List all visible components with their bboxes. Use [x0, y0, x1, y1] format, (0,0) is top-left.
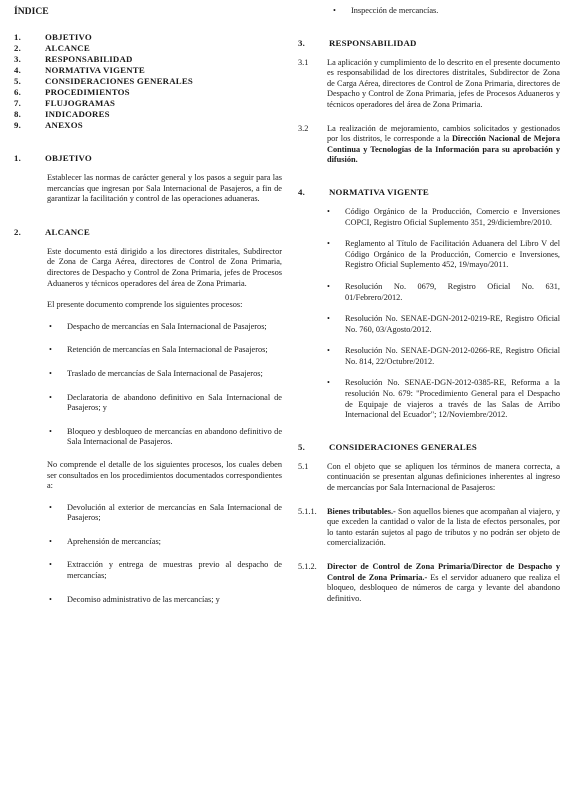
bullet-icon: •	[49, 392, 52, 402]
list-item: • Extracción y entrega de muestras previo al despacho de mercancías;	[49, 560, 282, 581]
alcance-paragraph: Este documento está dirigido a los directores distritales, Subdirector de Zona de Carga Aérea, directores de Control de Zona Primaria, directores de Despacho y Control de Zona Primaria, jefes de Procesos Aduaneros y técnicos operadores del área de Zona Primaria.	[47, 246, 282, 288]
bullet-icon: •	[49, 560, 52, 570]
list-item: • Declaratoria de abandono definitivo en Sala Internacional de Pasajeros; y	[49, 392, 282, 413]
index-item: 3. RESPONSABILIDAD	[14, 54, 133, 64]
process-list	[47, 322, 282, 448]
index-list	[14, 32, 282, 131]
alcance-paragraph: El presente documento comprende los siguientes procesos:	[47, 300, 243, 310]
bullet-icon: •	[327, 239, 330, 249]
consideration-item: 5.1.1. Bienes tributables.- Son aquellos bienes que acompañan al viajero, y que exceden la cantidad o valor de la lista de efectos personales, por lo tanto estarán sujetos al pago de tributos y no podrán ser objeto de comercialización.	[298, 506, 560, 548]
index-item: 2. ALCANCE	[14, 43, 90, 53]
index-item: 9. ANEXOS	[14, 120, 83, 130]
bullet-icon: •	[327, 206, 330, 216]
list-item: • Aprehensión de mercancías;	[49, 536, 161, 546]
right-column	[298, 6, 560, 604]
list-item: • Código Orgánico de la Producción, Comercio e Inversiones COPCI, Registro Oficial Suplemento 351, 29/diciembre/2010.	[327, 206, 560, 227]
responsibility-item: 3.1 La aplicación y cumplimiento de lo descrito en el presente documento es responsabilidad de los directores distritales, Subdirector de Zona de Carga Aérea, directores de Control de Zona Primaria, directores de Despacho y Control de Zona Primaria, jefes de Procesos Aduaneros y técnicos operadores del área de Zona Primaria.	[298, 57, 560, 109]
list-item: • Resolución No. SENAE-DGN-2012-0266-RE, Registro Oficial No. 814, 22/Octubre/2012.	[327, 346, 560, 366]
index-item: 6. PROCEDIMIENTOS	[14, 87, 130, 97]
excluded-process-list	[47, 503, 282, 606]
bullet-icon: •	[49, 426, 52, 436]
consideration-item: 5.1.2. Director de Control de Zona Primaria/Director de Despacho y Control de Zona Primaria.- Es el servidor aduanero que realiza el bloqueo, desbloqueo de números de carga y levante del abandono definitivo.	[298, 562, 560, 603]
section-heading-objetivo: 1. OBJETIVO	[14, 153, 92, 163]
bullet-icon: •	[49, 345, 52, 355]
section-heading-consideraciones: 5. CONSIDERACIONES GENERALES	[298, 441, 477, 452]
list-item: • Decomiso administrativo de las mercancías; y	[49, 594, 220, 604]
responsibility-item: 3.2 La realización de mejoramiento, cambios solicitados y gestionados por los distritos, le corresponde a la Dirección Nacional de Mejora Continua y Tecnologías de la Información para su aprobación y difusión.	[298, 123, 560, 165]
bullet-icon: •	[327, 346, 330, 356]
left-column	[14, 6, 282, 605]
list-item: • Bloqueo y desbloqueo de mercancías en abandono definitivo de Sala Internacional de Pasajeros.	[49, 426, 282, 447]
objetivo-paragraph: Establecer las normas de carácter general y los pasos a seguir para las mercancías que ingresan por Sala Internacional de Pasajeros, a fin de garantizar la facilitación y control de las operaciones aduaneras.	[47, 173, 282, 204]
consideration-item: 5.1 Con el objeto que se apliquen los términos de manera correcta, a continuación se presentan algunas definiciones inherentes al ingreso de mercancías por Sala Internacional de Pasajeros:	[298, 461, 560, 493]
bullet-icon: •	[49, 321, 52, 331]
list-item: • Resolución No. 0679, Registro Oficial No. 631, 01/Febrero/2012.	[327, 281, 560, 302]
section-heading-responsabilidad: 3. RESPONSABILIDAD	[298, 37, 417, 48]
index-item: 5. CONSIDERACIONES GENERALES	[14, 76, 193, 86]
list-item: • Devolución al exterior de mercancías en Sala Internacional de Pasajeros;	[49, 502, 282, 523]
index-title: ÍNDICE	[14, 6, 49, 17]
section-heading-normativa: 4. NORMATIVA VIGENTE	[298, 186, 429, 197]
list-item: • Retención de mercancías en Sala Internacional de Pasajeros;	[49, 345, 268, 355]
bullet-icon: •	[49, 502, 52, 512]
list-item: • Traslado de mercancías de Sala Internacional de Pasajeros;	[49, 368, 263, 378]
alcance-paragraph: No comprende el detalle de los siguientes procesos, los cuales deben ser consultados en los procedimientos documentados correspondientes a:	[47, 459, 282, 491]
list-item: • Reglamento al Título de Facilitación Aduanera del Libro V del Código Orgánico de la Producción, Comercio e Inversiones, Registro Oficial Suplemento 452, 19/mayo/2011.	[327, 239, 560, 270]
list-item: • Resolución No. SENAE-DGN-2012-0385-RE, Reforma a la resolución No. 679: "Procedimiento General para el Despacho de Equipaje de viajeros a través de las Salas de Arribo Internacional del Ecuador"; 12/Noviembre/2012.	[327, 378, 560, 420]
bullet-icon: •	[327, 281, 330, 291]
bullet-icon: •	[333, 6, 336, 15]
bullet-icon: •	[327, 314, 330, 324]
index-item: 7. FLUJOGRAMAS	[14, 98, 116, 108]
bullet-icon: •	[327, 378, 330, 388]
regulations-list	[325, 207, 560, 421]
index-item: 4. NORMATIVA VIGENTE	[14, 65, 145, 75]
index-item: 1. OBJETIVO	[14, 32, 92, 42]
index-item: 8. INDICADORES	[14, 109, 110, 119]
bullet-icon: •	[49, 368, 52, 378]
section-heading-alcance: 2. ALCANCE	[14, 226, 90, 237]
list-item: • Inspección de mercancías.	[333, 6, 439, 15]
bullet-icon: •	[49, 536, 52, 546]
list-item: • Despacho de mercancías en Sala Internacional de Pasajeros;	[49, 321, 267, 331]
list-item: • Resolución No. SENAE-DGN-2012-0219-RE, Registro Oficial No. 760, 03/Agosto/2012.	[327, 314, 560, 334]
bullet-icon: •	[49, 594, 52, 604]
